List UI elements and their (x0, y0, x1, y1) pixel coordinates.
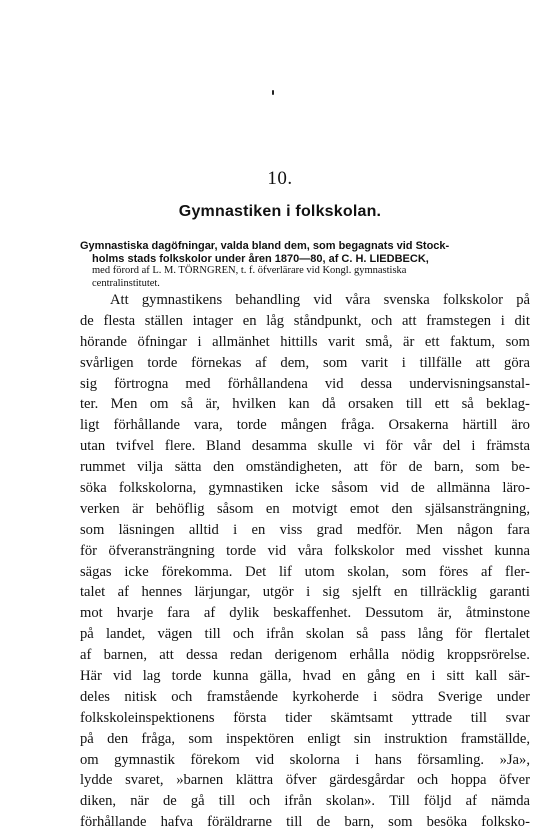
bibliography-line: holms stads folkskolor under åren 1870—80, af C. H. LIEDBECK, (92, 252, 429, 265)
text-line: om gymnastik förekom vid skolorna i hans församling. »Ja», (80, 751, 530, 768)
text-line: verken är behöflig såsom en motvigt emot den själsansträngning, (80, 500, 530, 517)
bibliography-line: med förord af L. M. TÖRNGREN, t. f. öfverlärare vid Kongl. gymnastiska (92, 265, 407, 276)
text-line: Här vid lag torde kunna gälla, hvad en gång en i sitt kall sär- (80, 668, 530, 685)
text-line: för öfveransträngning torde vid våra folkskolor med visshet kunna (80, 542, 530, 559)
text-line: söka folkskolorna, gymnastiken icke såsom vid de allmänna läro- (80, 480, 530, 497)
text-line: talet af hennes lärjungar, utgör i sig sjelft en tillräcklig garanti (80, 584, 530, 601)
text-line: ter. Men om så är, hvilken kan då orsaken till ett så beklag- (80, 396, 530, 413)
bibliography-line: Gymnastiska dagöfningar, valda bland dem, som begagnats vid Stock- (80, 240, 450, 252)
text-line: svårligen torde förnekas af dem, som varit i tillfälle att göra (80, 354, 530, 371)
text-line: som läsningen alltid i en viss grad medför. Men någon fara (80, 521, 530, 538)
bibliography-line: centralinstitutet. (92, 277, 160, 289)
text-line: ligt förhållande vara, torde mången fråga. Orsakerna härtill äro (80, 417, 530, 434)
chapter-number: 10. (267, 168, 293, 189)
text-line: förhållande hafva föräldrarne till de barn, som besöka folksko- (80, 814, 530, 831)
text-line: Att gymnastikens behandling vid våra svenska folkskolor på (110, 292, 530, 308)
text-line: sägas icke förekomma. Det lif utom skolan, som föres af fler- (80, 563, 530, 580)
text-line: deles nitisk och framstående kyrkoherde i södra Sverige under (80, 688, 530, 705)
text-line: på den fråga, som inspektören enligt sin instruktion framställde, (80, 730, 530, 747)
text-line: på landet, vägen till och ifrån skolan så pass lång för flertalet (80, 626, 530, 643)
text-line: utan tvifvel flere. Bland desamma skulle vi för vår del i främsta (80, 438, 530, 455)
text-line: diken, när de gå till och ifrån skolan». Till följd af nämda (80, 793, 530, 810)
text-line: sig förtrogna med förhållandena vid dessa undervisningsanstal- (80, 375, 530, 392)
body-text (80, 290, 530, 833)
bibliography-entry (80, 240, 540, 290)
text-line: hörande öfningar i allmänhet hittills varit små, är ett faktum, som (80, 333, 530, 350)
text-line: lydde svaret, »barnen klättra öfver gärdesgårdar och hoppa öfver (80, 772, 530, 789)
text-line: af barnen, att dessa redan derigenom erhålla nödig kroppsrörelse. (80, 647, 530, 664)
text-line: folkskoleinspektionens första tider skämtsamt yttrade till svar (80, 709, 530, 726)
text-line: rummet vilja sätta den omständigheten, att för de barn, som be- (80, 459, 530, 476)
print-speck (272, 90, 274, 95)
text-line: de flesta ställen intager en låg ståndpunkt, och att framstegen i dit (80, 312, 530, 329)
chapter-title: Gymnastiken i folkskolan. (178, 203, 382, 220)
text-line: mot hvarje fara af dylik beskaffenhet. Dessutom är, åtminstone (80, 605, 530, 622)
